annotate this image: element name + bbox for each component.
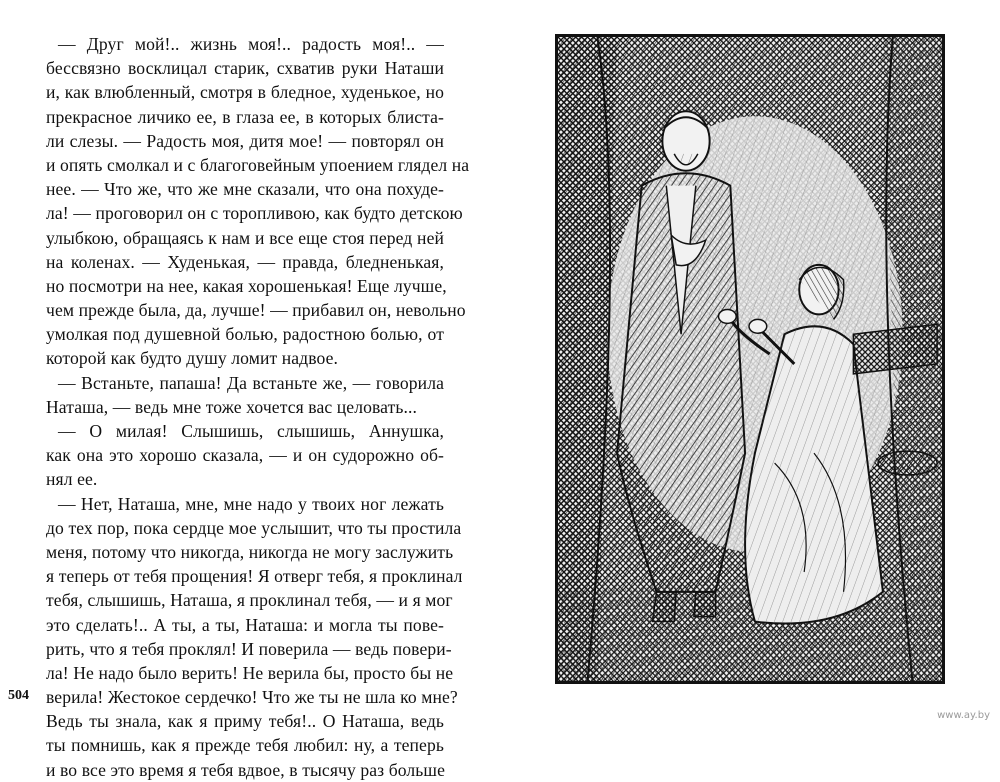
text-line: умолкая под душевной болью, радостною болью, от (46, 324, 444, 345)
text-line: нее. — Что же, что же мне сказали, что она похуде- (46, 179, 444, 200)
right-page (500, 0, 1000, 730)
text-line: прекрасное личико ее, в глаза ее, в которых блиста- (46, 106, 444, 127)
text-line: нял ее. (46, 469, 98, 490)
text-line: Ведь ты знала, как я приму тебя!.. О Наташа, ведь (46, 711, 444, 732)
text-line: верила! Жестокое сердечко! Что же ты не шла ко мне? (46, 687, 458, 708)
text-line: но посмотри на нее, какая хорошенькая! Еще лучше, (46, 275, 447, 296)
text-line: меня, потому что никогда, никогда не могу заслужить (46, 541, 454, 562)
text-line: ты помнишь, как я прежде тебя любил: ну, а теперь (46, 735, 444, 756)
text-line: чем прежде была, да, лучше! — прибавил он, невольно (46, 300, 466, 321)
text-line: — Друг мой!.. жизнь моя!.. радость моя!.. — (58, 34, 444, 54)
text-line: которой как будто душу ломит надвое. (46, 348, 339, 369)
text-line: до тех пор, пока сердце мое услышит, что ты простила (46, 517, 462, 538)
text-line: Наташа, — ведь мне тоже хочется вас целовать... (46, 396, 418, 417)
watermark: www.ay.by (937, 710, 990, 721)
page-number: 504 (8, 688, 29, 703)
text-line: это сделать!.. А ты, а ты, Наташа: и могла ты пове- (46, 614, 444, 635)
text-line: на коленах. — Худенькая, — правда, бледненькая, (46, 251, 444, 272)
text-line: — Нет, Наташа, мне, мне надо у твоих ног лежать (58, 493, 444, 514)
text-line: и, как влюбленный, смотря в бледное, худенькое, но (46, 82, 444, 103)
engraving-illustration-icon (558, 37, 942, 681)
left-page (0, 0, 500, 780)
body-text (46, 32, 470, 782)
text-line: бессвязно восклицал старик, схватив руки Наташи (46, 58, 444, 79)
text-line: ла! — проговорил он с торопливою, как будто детскою (46, 203, 463, 224)
text-line: — Встаньте, папаша! Да встаньте же, — говорила (58, 372, 444, 393)
text-line: ли слезы. — Радость моя, дитя мое! — повторял он (46, 130, 444, 151)
text-line: — О милая! Слышишь, слышишь, Аннушка, (58, 421, 444, 441)
text-line: тебя, слышишь, Наташа, я проклинал тебя, — и я мог (46, 590, 453, 611)
text-line: рить, что я тебя проклял! И поверила — ведь повери- (46, 638, 452, 659)
text-line: и во все это время я тебя вдвое, в тысячу раз больше (46, 759, 445, 780)
text-line: ла! Не надо было верить! Не верила бы, просто бы не (46, 662, 454, 683)
text-line: как она это хорошо сказала, — и он судорожно об- (46, 445, 444, 466)
text-line: я теперь от тебя прощения! Я отверг тебя, я проклинал (46, 566, 463, 587)
text-line: и опять смолкал и с благоговейным упоением глядел на (46, 154, 470, 175)
illustration (555, 34, 945, 684)
text-line: улыбкою, обращаясь к нам и все еще стоя перед ней (46, 227, 444, 248)
